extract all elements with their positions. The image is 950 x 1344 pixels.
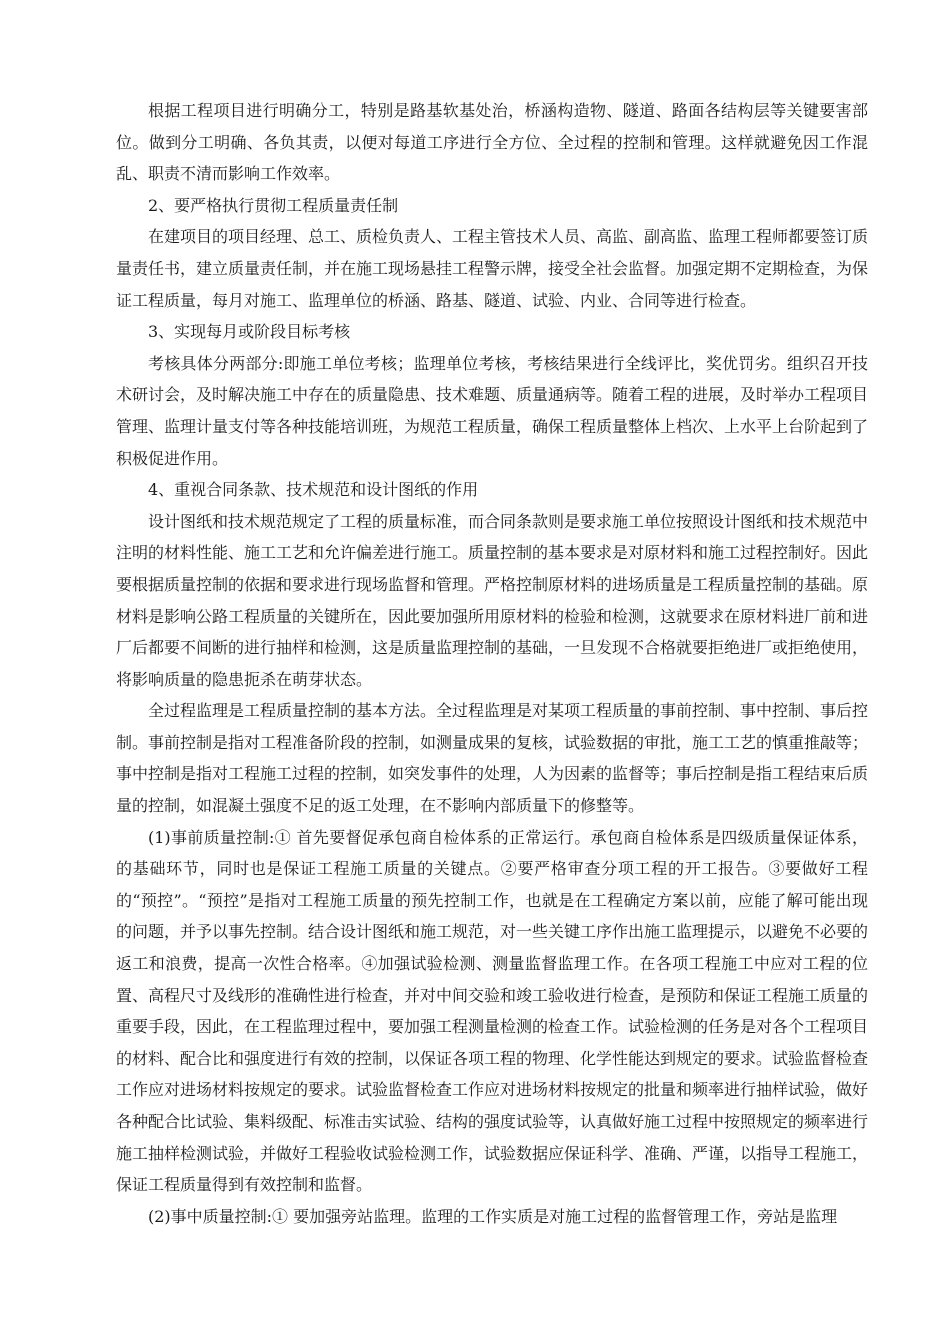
paragraph-quality-responsibility: 在建项目的项目经理、总工、质检负责人、工程主管技术人员、高监、副高监、监理工程师都要签订质量责任书，建立质量责任制，并在施工现场悬挂工程警示牌，接受全社会监督。加强定期不定期检查，为保证工程质量，每月对施工、监理单位的桥涵、路基、隧道、试验、内业、合同等进行检查。 — [116, 227, 869, 310]
paragraph-in-process-control: (2)事中质量控制:① 要加强旁站监理。监理的工作实质是对施工过程的监督管理工作，旁站是监理 — [148, 1206, 838, 1226]
paragraph-pre-control: (1)事前质量控制:① 首先要督促承包商自检体系的正常运行。承包商自检体系是四级质量保证体系，的基础环节，同时也是保证工程施工质量的关键点。②要严格审查分项工程的开工报告。③要做好工程的“预控”。“预控”是指对工程施工质量的预先控制工作，也就是在工程确定方案以前，应能了解可能出现的问题，并予以事先控制。结合设计图纸和施工规范，对一些关键工序作出施工监理提示，以避免不必要的返工和浪费，提高一次性合格率。④加强试验检测、测量监督监理工作。在各项工程施工中应对工程的位置、高程尺寸及线形的准确性进行检查，并对中间交验和竣工验收进行检查，是预防和保证工程施工质量的重要手段，因此，在工程监理过程中，要加强工程测量检测的检查工作。试验检测的任务是对各个工程项目的材料、配合比和强度进行有效的控制，以保证各项工程的物理、化学性能达到规定的要求。试验监督检查工作应对进场材料按规定的要求。试验监督检查工作应对进场材料按规定的批量和频率进行抽样试验，做好各种配合比试验、集料级配、标准击实试验、结构的强度试验等，认真做好施工过程中按照规定的频率进行施工抽样检测试验，并做好工程验收试验检测工作，试验数据应保证科学、准确、严谨，以指导工程施工，保证工程质量得到有效控制和监督。 — [116, 827, 869, 1195]
heading-target-assessment: 3、实现每月或阶段目标考核 — [148, 322, 351, 342]
paragraph-division-of-work: 根据工程项目进行明确分工，特别是路基软基处治，桥涵构造物、隧道、路面各结构层等关键要害部位。做到分工明确、各负其责，以便对每道工序进行全方位、全过程的控制和管理。这样就避免因工作混乱、职责不清而影响工作效率。 — [116, 101, 868, 184]
paragraph-contract-specs: 设计图纸和技术规范规定了工程的质量标准，而合同条款则是要求施工单位按照设计图纸和技术规范中注明的材料性能、施工工艺和允许偏差进行施工。质量控制的基本要求是对原材料和施工过程控制好。因此要根据质量控制的依据和要求进行现场监督和管理。严格控制原材料的进场质量是工程质量控制的基础。原材料是影响公路工程质量的关键所在，因此要加强所用原材料的检验和检测，这就要求在原材料进厂前和进厂后都要不间断的进行抽样和检测，这是质量监理控制的基础，一旦发现不合格就要拒绝进厂或拒绝使用，将影响质量的隐患扼杀在萌芽状态。 — [116, 511, 869, 689]
paragraph-target-assessment: 考核具体分两部分:即施工单位考核；监理单位考核，考核结果进行全线评比，奖优罚劣。组织召开技术研讨会，及时解决施工中存在的质量隐患、技术难题、质量通病等。随着工程的进展，及时举办工程项目管理、监理计量支付等各种技能培训班，为规范工程质量，确保工程质量整体上档次、上水平上台阶起到了积极促进作用。 — [116, 353, 869, 468]
paragraph-full-process-supervision: 全过程监理是工程质量控制的基本方法。全过程监理是对某项工程质量的事前控制、事中控制、事后控制。事前控制是指对工程准备阶段的控制，如测量成果的复核，试验数据的审批，施工工艺的慎重推敲等；事中控制是指对工程施工过程的控制，如突发事件的处理，人为因素的监督等；事后控制是指工程结束后质量的控制，如混凝土强度不足的返工处理，在不影响内部质量下的修整等。 — [116, 701, 869, 816]
heading-contract-specs: 4、重视合同条款、技术规范和设计图纸的作用 — [148, 480, 479, 500]
heading-quality-responsibility: 2、要严格执行贯彻工程质量责任制 — [148, 195, 399, 215]
document-body — [116, 95, 868, 1232]
